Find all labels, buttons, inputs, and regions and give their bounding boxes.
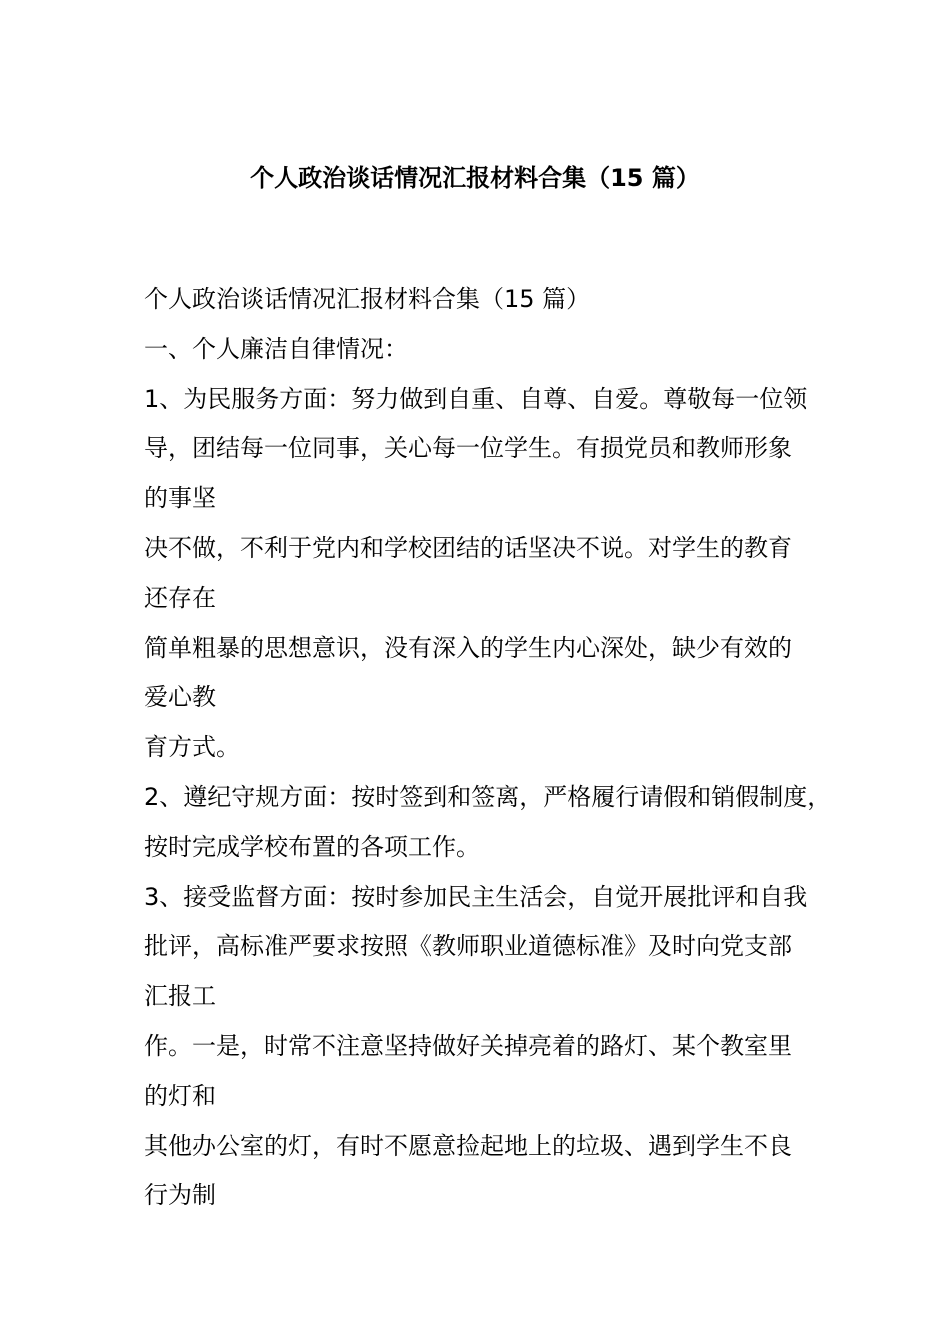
body-line: 简单粗暴的思想意识，没有深入的学生内心深处，缺少有效的 [144,633,792,662]
body-line: 1、为民服务方面：努力做到自重、自尊、自爱。尊敬每一位领 [144,384,808,413]
body-line: 3、接受监督方面：按时参加民主生活会，自觉开展批评和自我 [144,882,808,911]
body-line: 汇报工 [144,982,216,1011]
body-line: 个人政治谈话情况汇报材料合集（15 篇） [144,285,591,313]
body-line: 爱心教 [144,683,216,712]
body-line: 育方式。 [144,733,240,762]
body-line: 按时完成学校布置的各项工作。 [144,832,480,861]
body-line: 行为制 [144,1181,216,1210]
body-line: 决不做，不利于党内和学校团结的话坚决不说。对学生的教育 [144,533,792,562]
body-line: 导，团结每一位同事，关心每一位学生。有损党员和教师形象 [144,434,792,463]
body-line: 的事坚 [144,484,216,513]
document-body [144,275,832,1221]
body-line: 2、遵纪守规方面：按时签到和签离，严格履行请假和销假制度， [144,782,832,811]
body-line: 的灯和 [144,1081,216,1110]
body-line: 还存在 [144,583,216,612]
body-line: 一、个人廉洁自律情况： [144,334,408,363]
document-title: 个人政治谈话情况汇报材料合集（15 篇） [250,164,700,192]
body-line: 其他办公室的灯，有时不愿意捡起地上的垃圾、遇到学生不良 [144,1131,792,1160]
body-line: 作。一是，时常不注意坚持做好关掉亮着的路灯、某个教室里 [144,1031,792,1060]
body-line: 批评，高标准严要求按照《教师职业道德标准》及时向党支部 [144,932,792,961]
